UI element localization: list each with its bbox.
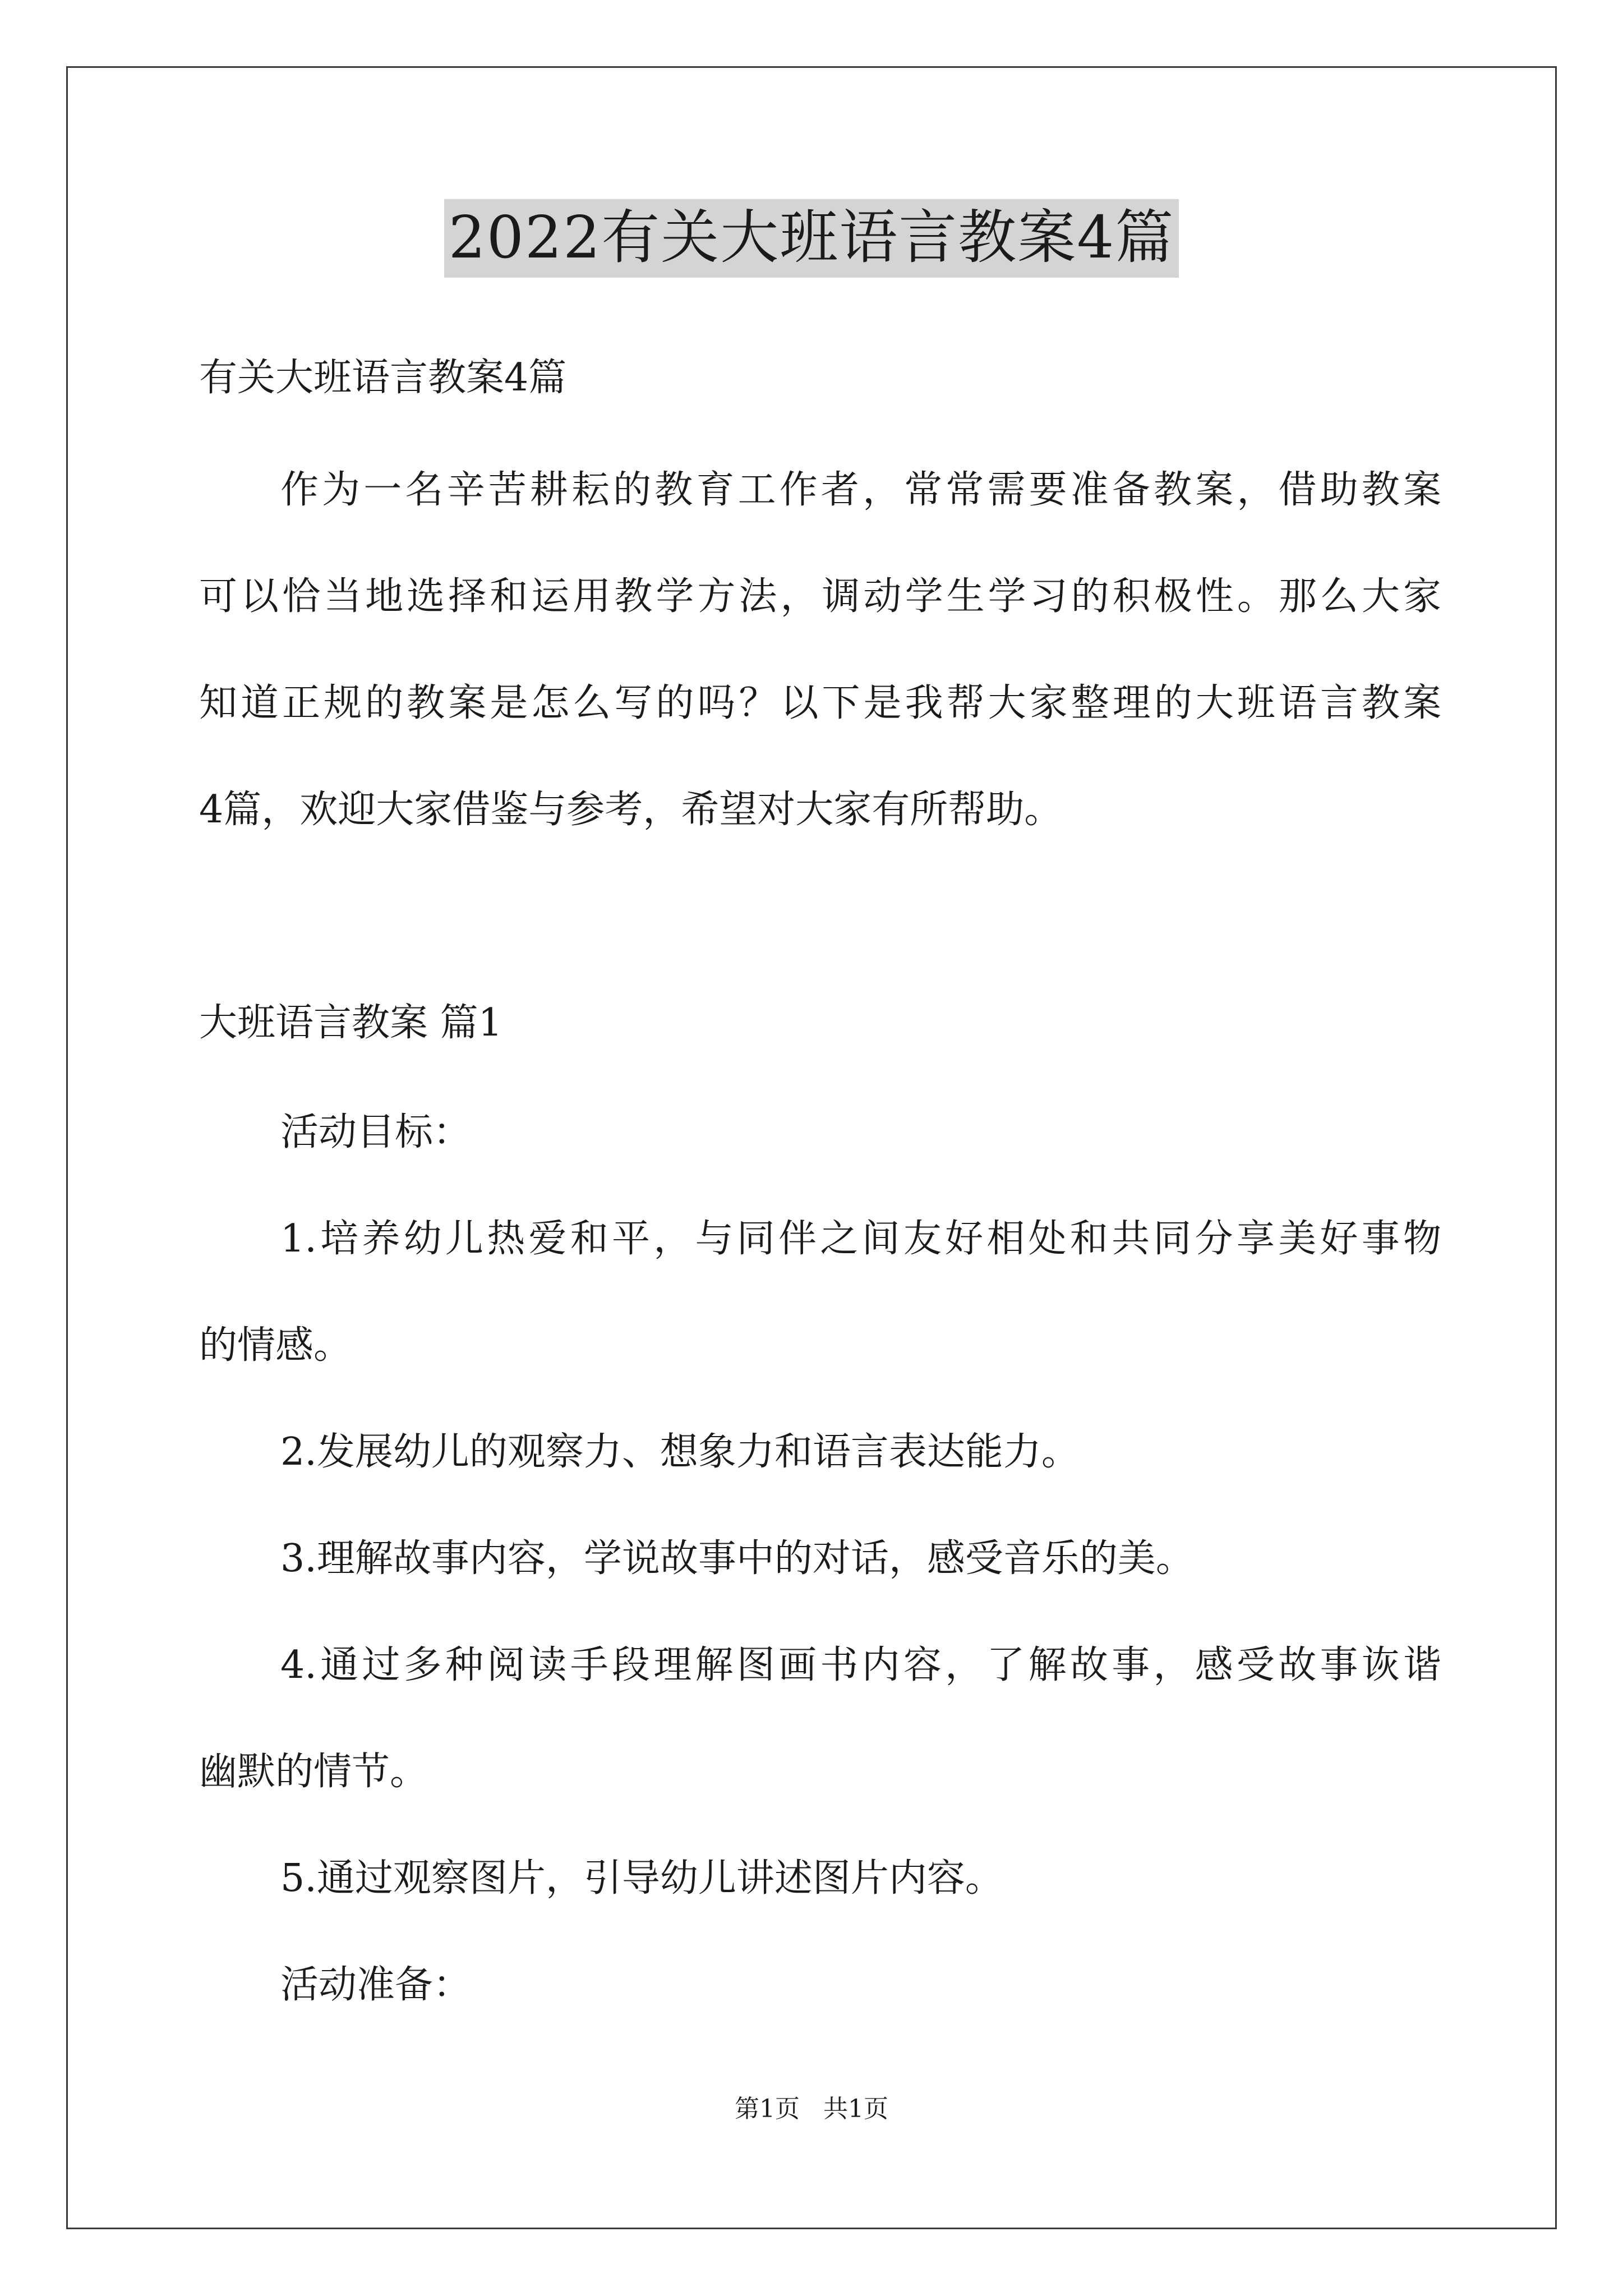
intro-line: 知道正规的教案是怎么写的吗？以下是我帮大家整理的大班语言教案 (199, 681, 1441, 725)
page-footer (0, 2097, 1623, 2122)
intro-line: 作为一名辛苦耕耘的教育工作者，常常需要准备教案，借助教案 (280, 468, 1441, 512)
goal-line: 3.理解故事内容，学说故事中的对话，感受音乐的美。 (280, 1536, 1194, 1581)
goal-line: 5.通过观察图片，引导幼儿讲述图片内容。 (280, 1856, 1003, 1901)
goal-line: 2.发展幼儿的观察力、想象力和语言表达能力。 (280, 1430, 1080, 1474)
page-number: 第1页 (735, 2095, 800, 2123)
goal-line: 4.通过多种阅读手段理解图画书内容，了解故事，感受故事诙谐 (280, 1643, 1441, 1687)
intro-line: 4篇，欢迎大家借鉴与参考，希望对大家有所帮助。 (199, 788, 1063, 832)
goal-line: 的情感。 (199, 1323, 352, 1368)
section-heading: 大班语言教案 篇1 (199, 1001, 502, 1045)
document-title: 2022有关大班语言教案4篇 (444, 199, 1179, 278)
goal-line: 幽默的情节。 (199, 1750, 428, 1794)
prep-heading: 活动准备： (280, 1963, 472, 2007)
document-title-row (0, 199, 1623, 278)
goal-line: 1.培养幼儿热爱和平，与同伴之间友好相处和共同分享美好事物 (280, 1217, 1441, 1261)
document-subtitle: 有关大班语言教案4篇 (199, 356, 567, 400)
goals-heading: 活动目标： (280, 1110, 472, 1154)
page-total: 共1页 (823, 2095, 888, 2123)
intro-line: 可以恰当地选择和运用教学方法，调动学生学习的积极性。那么大家 (199, 574, 1441, 619)
